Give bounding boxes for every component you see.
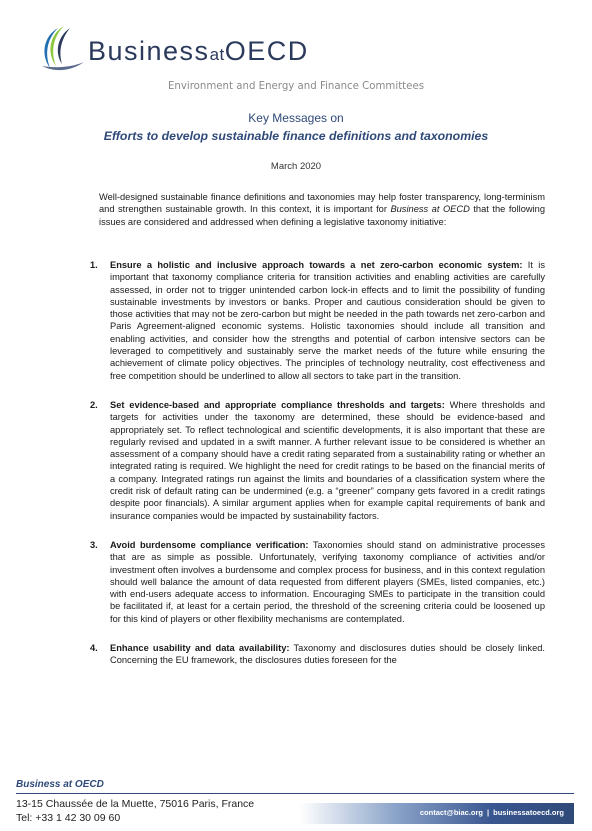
intro-text-before: Well-designed sustainable finance definitions and taxonomies may help foster transparency, long-terminism and strengthen sustainable growth. In this context, it is important for bbox=[99, 192, 545, 215]
footer-address-block bbox=[16, 797, 254, 825]
list-item-number: 2. bbox=[90, 399, 98, 410]
business-at-oecd-logo bbox=[36, 22, 376, 82]
logo-oecd-text: OECD bbox=[224, 36, 309, 66]
list-item bbox=[90, 399, 545, 522]
footer-email-link[interactable]: contact@biac.org bbox=[419, 808, 484, 817]
document-date: March 2020 bbox=[270, 161, 322, 172]
footer-website-link[interactable]: businessatoecd.org bbox=[493, 808, 564, 817]
key-messages-subtitle: Efforts to develop sustainable finance definitions and taxonomies bbox=[103, 129, 489, 143]
logo-business-text: Business bbox=[88, 36, 210, 66]
list-item-body: Taxonomies should stand on administrative processes that are as simple as possible. Unfortunately, verifying taxonomy compliance of activities and/or investment often involves a burdensome and complex process for business, and in this context regulation should well balance the amount of data requested from different players (SMEs, listed companies, etc.) with end-users adequate access to information. Encouraging SMEs to participate in the transition could be facilitated if, at least for a certain period, the threshold of the screening criteria could be loosened up for this kind of players or other flexibility mechanisms are contemplated. bbox=[110, 539, 545, 624]
list-item bbox=[90, 539, 545, 625]
list-item-number: 4. bbox=[90, 643, 98, 654]
list-item-body: It is important that taxonomy compliance criteria for transition activities and enabling activities are carefully assessed, in order not to trigger unintended carbon lock-in effects and to limit the possibility of funding sustainable investments by investors or banks. Proper and cautious consideration should be given to those activities that may not be zero-carbon but might be needed in the path towards net zero-carbon and Paris Agreement-aligned economic systems. Holistic taxonomies should include all transition and enabling activities, and consider how the strengths and potential of carbon intensive sectors can be leveraged to competitively and sustainably serve the market needs of the future while ensuring the achievement of climate policy objectives. The principles of technology neutrality, cost effectiveness and free competition should be underlined to allow all sectors to take part in the transition. bbox=[110, 260, 546, 381]
list-item-body: Taxonomy and disclosures duties should be closely linked. Concerning the EU framework, the disclosures duties foreseen for the bbox=[110, 643, 546, 666]
footer-org-name: Business at OECD bbox=[16, 779, 104, 790]
list-item-number: 3. bbox=[90, 539, 98, 550]
oecd-swoosh-logo-icon bbox=[36, 22, 92, 78]
logo-wordmark bbox=[88, 36, 309, 67]
key-messages-title: Key Messages on bbox=[248, 111, 344, 125]
footer-phone: Tel: +33 1 42 30 09 60 bbox=[16, 812, 121, 824]
list-item-heading: Enhance usability and data availability: bbox=[110, 643, 290, 654]
list-item-body: Where thresholds and targets for activities under the taxonomy are determined, these should be evidence-based and appropriately set. To reflect technological and scientific developments, it is also important that these are regularly revised and updated in a swift manner. A further relevant issue to be considered is whether an assessment of a company should have a credit rating separated from a sustainability rating or whether an integrated rating is required. We highlight the need for credit ratings to be based on the financial merits of a company. Integrated ratings run against the limits and boundaries of a classification system where the credit risk of default rating can be undermined (e.g. a “greener” company gets favored in a credit ratings despite poor financials). A similar argument applies when for example capital requirements of bank and insurance companies would be impacted by sustainability factors. bbox=[110, 399, 545, 521]
committees-line: Environment and Energy and Finance Committees bbox=[167, 81, 425, 92]
list-item bbox=[90, 642, 545, 667]
intro-emphasis: Business at OECD bbox=[390, 204, 470, 215]
list-item bbox=[90, 259, 545, 382]
list-item-number: 1. bbox=[90, 260, 98, 270]
footer-divider bbox=[16, 793, 574, 794]
footer-contact bbox=[420, 808, 564, 817]
footer-separator: | bbox=[487, 808, 490, 817]
list-item-heading: Set evidence-based and appropriate compliance thresholds and targets: bbox=[110, 399, 445, 410]
intro-text-after: that the following issues are considered and addressed when defining a legislative taxonomy initiative: bbox=[99, 204, 545, 227]
intro-paragraph bbox=[99, 191, 545, 228]
list-item-heading: Ensure a holistic and inclusive approach towards a net zero-carbon economic system: bbox=[110, 260, 523, 270]
numbered-list bbox=[90, 259, 545, 684]
logo-at-text: at bbox=[209, 45, 225, 64]
list-item-heading: Avoid burdensome compliance verification: bbox=[110, 539, 309, 550]
footer-address: 13-15 Chaussée de la Muette, 75016 Paris, France bbox=[16, 798, 255, 810]
